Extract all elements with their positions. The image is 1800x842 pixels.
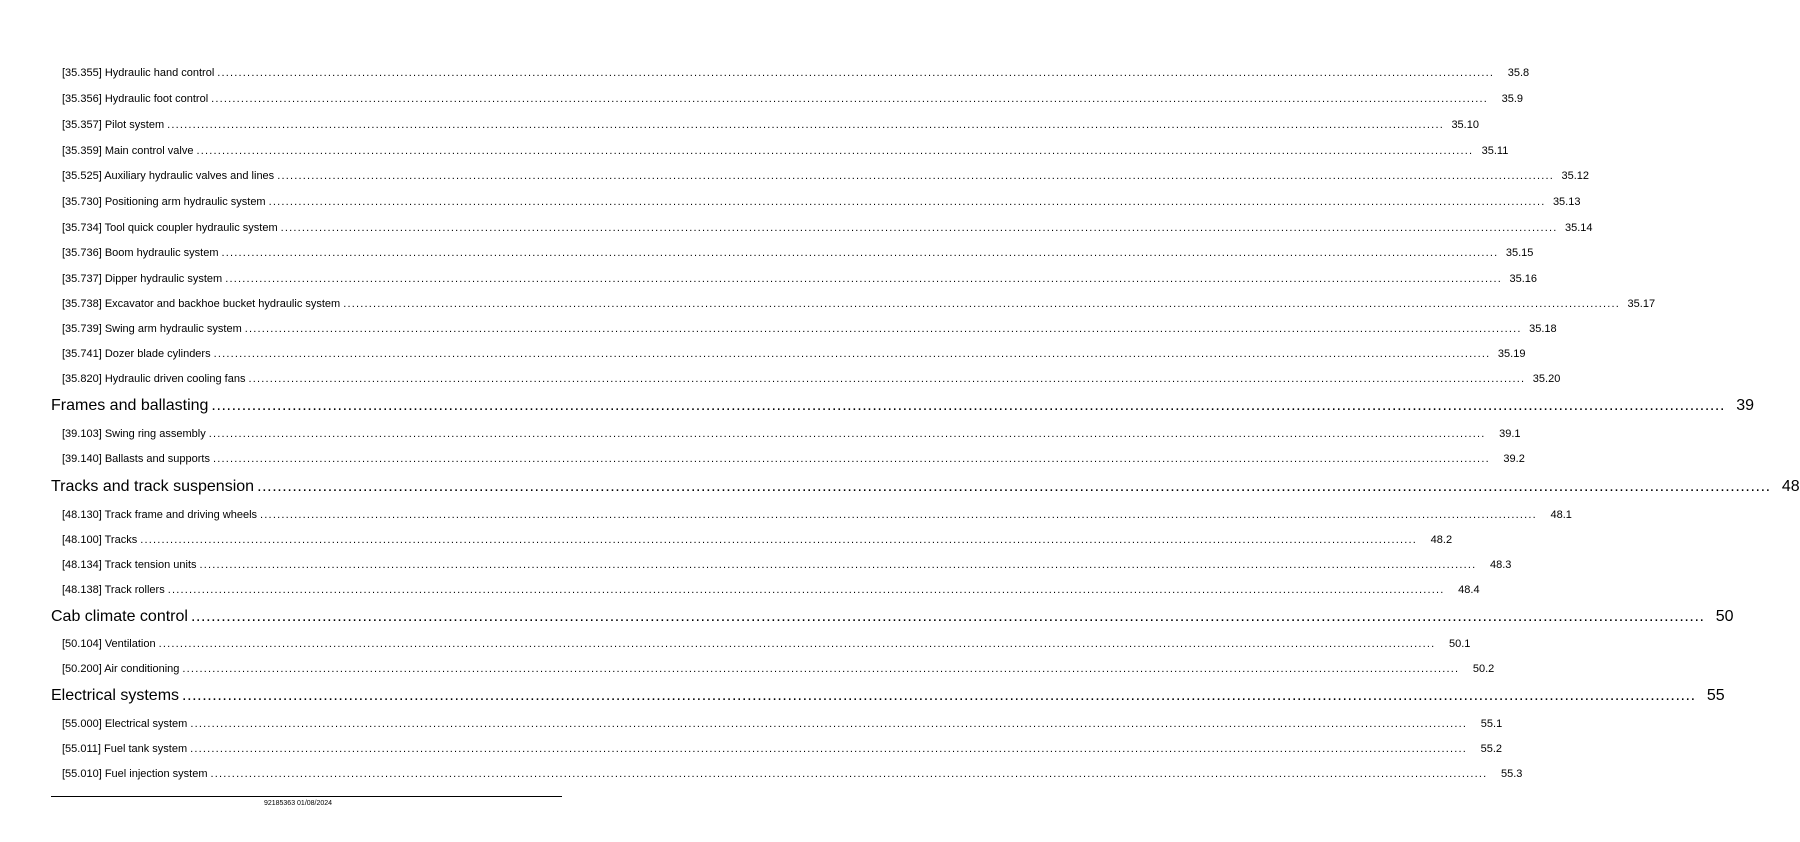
toc-entry[interactable] [62,742,1502,756]
toc-entry-page: 35.16 [1509,273,1538,285]
toc-entry-page: 39.1 [1499,428,1521,440]
toc-section-entry[interactable] [51,607,1734,627]
toc-entry-page: 35.15 [1505,247,1534,259]
toc-entry-title: Cab climate control [51,608,188,625]
toc-entry-title: [35.736] Boom hydraulic system [62,247,219,259]
dot-leader: ............................................................................................................................................................................................................................................................................................................ [277,170,1555,182]
toc-entry-page: 35.9 [1501,93,1523,105]
toc-entry-page: 35.20 [1532,373,1561,385]
toc-entry[interactable] [62,558,1512,572]
toc-entry-page: 35.8 [1507,67,1530,79]
toc-entry[interactable] [62,92,1523,106]
toc-entry-title: [35.734] Tool quick coupler hydraulic system [62,222,278,234]
toc-entry-title: [35.359] Main control valve [62,145,194,157]
toc-entry-title: [39.140] Ballasts and supports [62,453,210,465]
toc-entry-page: 35.18 [1529,323,1557,335]
toc-entry-title: [55.010] Fuel injection system [62,768,208,780]
toc-entry-title: [35.730] Positioning arm hydraulic system [62,196,266,208]
toc-entry[interactable] [62,662,1495,676]
toc-entry[interactable] [62,717,1503,731]
toc-entry-page: 55.3 [1500,768,1523,780]
dot-leader: ............................................................................................................................................................................................................................................................................................................ [343,298,1621,310]
dot-leader: ............................................................................................................................................................................................................................................................................................................ [190,718,1468,730]
dot-leader: ............................................................................................................................................................................................................................................................................................................ [167,119,1444,131]
toc-entry-page: 35.17 [1627,298,1656,310]
dot-leader: ............................................................................................................................................................................................................................................................................................................ [196,145,1474,157]
toc-entry-title: [48.138] Track rollers [62,584,165,596]
toc-entry[interactable] [62,533,1453,547]
toc-entry[interactable] [62,452,1525,466]
toc-entry-page: 48.3 [1489,559,1512,571]
toc-entry[interactable] [62,221,1593,235]
dot-leader: ............................................................................................................................................................................................................................................................................................................ [190,608,1705,625]
toc-entry-page: 50.2 [1472,663,1495,675]
dot-leader: ............................................................................................................................................................................................................................................................................................................ [221,247,1499,259]
toc-entry-page: 35.10 [1451,119,1479,131]
toc-entry-title: [35.738] Excavator and backhoe bucket hydraulic system [62,298,341,310]
dot-leader: ............................................................................................................................................................................................................................................................................................................ [217,67,1495,79]
toc-entry-title: [35.739] Swing arm hydraulic system [62,323,242,335]
toc-entry-page: 35.19 [1497,348,1526,360]
toc-entry-page: 50.1 [1449,638,1471,650]
toc-entry-page: 35.11 [1481,145,1509,157]
dot-leader: ............................................................................................................................................................................................................................................................................................................ [225,273,1503,285]
toc-entry[interactable] [62,508,1572,522]
toc-entry-title: [35.357] Pilot system [62,119,165,131]
toc-entry[interactable] [62,169,1590,183]
toc-entry-title: Frames and ballasting [51,397,209,414]
toc-entry-title: [39.103] Swing ring assembly [62,428,206,440]
toc-section-entry[interactable] [51,686,1725,706]
toc-entry-title: [48.130] Track frame and driving wheels [62,509,258,521]
toc-entry-title: [50.200] Air conditioning [62,663,180,675]
toc-entry-page: 39.2 [1503,453,1525,465]
dot-leader: ............................................................................................................................................................................................................................................................................................................ [268,196,1546,208]
toc-entry-page: 55 [1706,687,1725,704]
toc-entry-title: Electrical systems [51,687,180,704]
toc-entry[interactable] [62,195,1581,209]
toc-entry-page: 35.14 [1564,222,1593,234]
dot-leader: ............................................................................................................................................................................................................................................................................................................ [158,638,1436,650]
toc-entry-title: [35.355] Hydraulic hand control [62,67,215,79]
dot-leader: ............................................................................................................................................................................................................................................................................................................ [257,478,1771,495]
toc-entry-page: 48 [1781,478,1800,495]
dot-leader: ............................................................................................................................................................................................................................................................................................................ [211,93,1488,105]
toc-entry-title: [50.104] Ventilation [62,638,156,650]
toc-entry[interactable] [62,583,1480,597]
footer-document-id: 92185363 01/08/2024 [263,800,333,807]
toc-entry-title: [48.134] Track tension units [62,559,197,571]
toc-entry[interactable] [62,347,1526,361]
toc-entry[interactable] [62,297,1656,311]
toc-entry[interactable] [62,272,1538,286]
dot-leader: ............................................................................................................................................................................................................................................................................................................ [280,222,1558,234]
toc-entry-title: [55.000] Electrical system [62,718,188,730]
toc-entry-title: [35.820] Hydraulic driven cooling fans [62,373,246,385]
dot-leader: ............................................................................................................................................................................................................................................................................................................ [167,584,1445,596]
toc-entry-title: [55.011] Fuel tank system [62,743,188,755]
toc-entry[interactable] [62,118,1479,132]
dot-leader: ............................................................................................................................................................................................................................................................................................................ [208,428,1486,440]
dot-leader: ............................................................................................................................................................................................................................................................................................................ [190,743,1467,755]
dot-leader: ............................................................................................................................................................................................................................................................................................................ [248,373,1526,385]
dot-leader: ............................................................................................................................................................................................................................................................................................................ [212,453,1490,465]
toc-entry[interactable] [62,372,1561,386]
dot-leader: ............................................................................................................................................................................................................................................................................................................ [211,397,1726,414]
toc-entry[interactable] [62,322,1557,336]
toc-entry-title: Tracks and track suspension [51,478,255,495]
toc-entry-title: [35.525] Auxiliary hydraulic valves and lines [62,170,275,182]
toc-entry-title: [35.737] Dipper hydraulic system [62,273,223,285]
toc-entry[interactable] [62,767,1523,781]
toc-entry-page: 48.4 [1458,584,1480,596]
toc-entry[interactable] [62,427,1521,441]
toc-entry-title: [48.100] Tracks [62,534,138,546]
toc-entry[interactable] [62,144,1509,158]
toc-entry-page: 39 [1736,397,1755,414]
toc-entry-title: [35.356] Hydraulic foot control [62,93,209,105]
toc-entry-page: 48.2 [1430,534,1453,546]
toc-entry-page: 35.13 [1552,196,1581,208]
toc-entry-page: 48.1 [1550,509,1572,521]
dot-leader: ............................................................................................................................................................................................................................................................................................................ [213,348,1491,360]
toc-entry-title: [35.741] Dozer blade cylinders [62,348,211,360]
toc-entry-page: 50 [1715,608,1734,625]
toc-entry-page: 55.2 [1480,743,1502,755]
toc-section-entry[interactable] [51,396,1755,416]
toc-entry[interactable] [62,246,1534,260]
footer-divider [51,796,562,797]
toc-entry[interactable] [62,637,1471,651]
dot-leader: ............................................................................................................................................................................................................................................................................................................ [199,559,1477,571]
toc-section-entry[interactable] [51,477,1800,497]
dot-leader: ............................................................................................................................................................................................................................................................................................................ [210,768,1488,780]
dot-leader: ............................................................................................................................................................................................................................................................................................................ [182,687,1696,704]
toc-entry-page: 35.12 [1561,170,1590,182]
toc-entry[interactable] [62,66,1530,80]
toc-entry-page: 55.1 [1480,718,1503,730]
dot-leader: ............................................................................................................................................................................................................................................................................................................ [140,534,1418,546]
dot-leader: ............................................................................................................................................................................................................................................................................................................ [182,663,1460,675]
dot-leader: ............................................................................................................................................................................................................................................................................................................ [244,323,1522,335]
dot-leader: ............................................................................................................................................................................................................................................................................................................ [260,509,1537,521]
